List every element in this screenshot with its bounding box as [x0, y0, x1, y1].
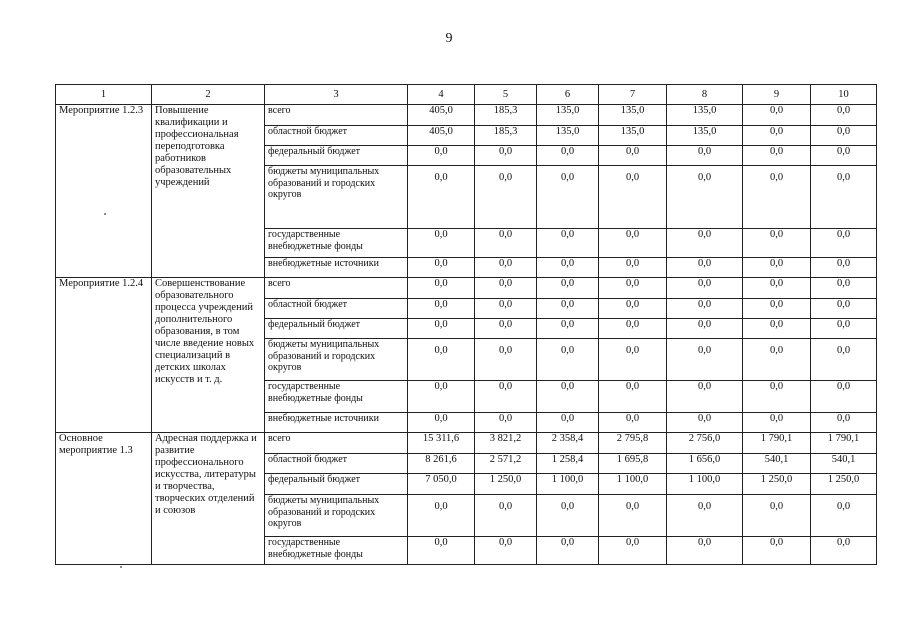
amount-cell: 0,0	[743, 413, 811, 433]
amount-cell: 0,0	[475, 258, 537, 278]
measure-description: Совершенствование образовательного процесса учреждений дополнительного образования, в том числе введение новых специализаций в детских школах искусств и т. д.	[152, 278, 265, 433]
amount-cell: 8 261,6	[408, 454, 475, 474]
amount-cell: 0,0	[743, 319, 811, 339]
amount-cell: 2 571,2	[475, 454, 537, 474]
measure-description: Повышение квалификации и профессиональная переподготовка работников образовательных учреждений	[152, 105, 265, 278]
funding-source: федеральный бюджет	[265, 146, 408, 166]
amount-cell: 0,0	[599, 299, 667, 319]
column-header-1: 1	[56, 85, 152, 105]
budget-table	[55, 84, 877, 565]
column-header-10: 10	[811, 85, 877, 105]
amount-cell: 2 756,0	[667, 433, 743, 454]
amount-cell: 15 311,6	[408, 433, 475, 454]
amount-cell: 0,0	[537, 381, 599, 413]
amount-cell: 0,0	[599, 319, 667, 339]
column-header-5: 5	[475, 85, 537, 105]
amount-cell: 0,0	[743, 299, 811, 319]
amount-cell: 0,0	[667, 381, 743, 413]
amount-cell: 0,0	[599, 537, 667, 565]
amount-cell: 0,0	[537, 229, 599, 258]
amount-cell: 135,0	[667, 126, 743, 146]
amount-cell: 0,0	[537, 495, 599, 537]
amount-cell: 0,0	[743, 126, 811, 146]
amount-cell: 0,0	[743, 146, 811, 166]
table-row	[56, 278, 877, 299]
amount-cell: 0,0	[537, 319, 599, 339]
amount-cell: 0,0	[475, 319, 537, 339]
funding-source: областной бюджет	[265, 299, 408, 319]
amount-cell: 135,0	[667, 105, 743, 126]
funding-source: всего	[265, 105, 408, 126]
amount-cell: 0,0	[537, 299, 599, 319]
amount-cell: 0,0	[537, 278, 599, 299]
amount-cell: 0,0	[599, 229, 667, 258]
amount-cell: 0,0	[408, 299, 475, 319]
amount-cell: 0,0	[408, 339, 475, 381]
amount-cell: 0,0	[667, 258, 743, 278]
amount-cell: 540,1	[743, 454, 811, 474]
amount-cell: 0,0	[408, 278, 475, 299]
amount-cell: 1 250,0	[743, 474, 811, 495]
amount-cell: 0,0	[743, 381, 811, 413]
amount-cell: 0,0	[599, 278, 667, 299]
amount-cell: 0,0	[667, 413, 743, 433]
column-header-3: 3	[265, 85, 408, 105]
amount-cell: 0,0	[475, 229, 537, 258]
amount-cell: 0,0	[743, 537, 811, 565]
amount-cell: 1 100,0	[667, 474, 743, 495]
amount-cell: 0,0	[667, 319, 743, 339]
amount-cell: 0,0	[811, 339, 877, 381]
amount-cell: 0,0	[811, 319, 877, 339]
amount-cell: 0,0	[743, 229, 811, 258]
funding-source: государственные внебюджетные фонды	[265, 381, 408, 413]
amount-cell: 0,0	[667, 299, 743, 319]
measure-description: Адресная поддержка и развитие профессионального искусства, литературы и творчества, творческих отделений и союзов	[152, 433, 265, 565]
column-header-4: 4	[408, 85, 475, 105]
measure-name: Мероприятие 1.2.3	[56, 105, 152, 278]
amount-cell: 0,0	[408, 537, 475, 565]
amount-cell: 0,0	[408, 229, 475, 258]
amount-cell: 0,0	[743, 105, 811, 126]
amount-cell: 0,0	[667, 146, 743, 166]
amount-cell: 0,0	[408, 166, 475, 229]
amount-cell: 0,0	[475, 381, 537, 413]
amount-cell: 0,0	[811, 126, 877, 146]
amount-cell: 1 100,0	[537, 474, 599, 495]
amount-cell: 0,0	[599, 166, 667, 229]
amount-cell: 0,0	[475, 278, 537, 299]
table-row	[56, 105, 877, 126]
amount-cell: 3 821,2	[475, 433, 537, 454]
amount-cell: 0,0	[811, 537, 877, 565]
column-header-2: 2	[152, 85, 265, 105]
amount-cell: 0,0	[408, 413, 475, 433]
funding-source: государственные внебюджетные фонды	[265, 229, 408, 258]
amount-cell: 0,0	[599, 413, 667, 433]
amount-cell: 0,0	[537, 146, 599, 166]
funding-source: федеральный бюджет	[265, 474, 408, 495]
funding-source: бюджеты муниципальных образований и городских округов	[265, 495, 408, 537]
page-number: 9	[445, 31, 453, 46]
amount-cell: 0,0	[599, 146, 667, 166]
funding-source: федеральный бюджет	[265, 319, 408, 339]
funding-source: областной бюджет	[265, 454, 408, 474]
amount-cell: 0,0	[667, 495, 743, 537]
amount-cell: 0,0	[811, 105, 877, 126]
amount-cell: 0,0	[599, 495, 667, 537]
amount-cell: 405,0	[408, 126, 475, 146]
funding-source: государственные внебюджетные фонды	[265, 537, 408, 565]
funding-source: внебюджетные источники	[265, 258, 408, 278]
funding-source: бюджеты муниципальных образований и городских округов	[265, 339, 408, 381]
amount-cell: 0,0	[811, 146, 877, 166]
amount-cell: 0,0	[743, 278, 811, 299]
funding-source: бюджеты муниципальных образований и городских округов	[265, 166, 408, 229]
amount-cell: 0,0	[667, 166, 743, 229]
amount-cell: 0,0	[408, 146, 475, 166]
amount-cell: 0,0	[811, 258, 877, 278]
amount-cell: 1 790,1	[743, 433, 811, 454]
amount-cell: 0,0	[811, 229, 877, 258]
column-header-6: 6	[537, 85, 599, 105]
amount-cell: 0,0	[743, 495, 811, 537]
funding-source: всего	[265, 278, 408, 299]
amount-cell: 0,0	[811, 381, 877, 413]
column-header-7: 7	[599, 85, 667, 105]
amount-cell: 1 695,8	[599, 454, 667, 474]
amount-cell: 2 795,8	[599, 433, 667, 454]
amount-cell: 135,0	[537, 105, 599, 126]
amount-cell: 0,0	[667, 278, 743, 299]
amount-cell: 1 100,0	[599, 474, 667, 495]
amount-cell: 1 790,1	[811, 433, 877, 454]
amount-cell: 0,0	[408, 319, 475, 339]
amount-cell: 0,0	[475, 299, 537, 319]
amount-cell: 0,0	[408, 495, 475, 537]
amount-cell: 185,3	[475, 126, 537, 146]
amount-cell: 0,0	[537, 258, 599, 278]
amount-cell: 0,0	[599, 258, 667, 278]
amount-cell: 0,0	[475, 413, 537, 433]
table-row	[56, 433, 877, 454]
measure-name: Мероприятие 1.2.4	[56, 278, 152, 433]
header-row	[56, 85, 877, 105]
amount-cell: 1 250,0	[811, 474, 877, 495]
measure-name: Основное мероприятие 1.3	[56, 433, 152, 565]
table-body	[56, 105, 877, 565]
amount-cell: 0,0	[599, 381, 667, 413]
amount-cell: 0,0	[475, 146, 537, 166]
amount-cell: 1 656,0	[667, 454, 743, 474]
amount-cell: 0,0	[811, 166, 877, 229]
amount-cell: 0,0	[811, 413, 877, 433]
amount-cell: 540,1	[811, 454, 877, 474]
column-header-8: 8	[667, 85, 743, 105]
amount-cell: 0,0	[537, 166, 599, 229]
amount-cell: 0,0	[599, 339, 667, 381]
amount-cell: 135,0	[599, 105, 667, 126]
amount-cell: 0,0	[743, 258, 811, 278]
amount-cell: 0,0	[537, 413, 599, 433]
amount-cell: 0,0	[475, 339, 537, 381]
amount-cell: 0,0	[743, 166, 811, 229]
amount-cell: 0,0	[811, 299, 877, 319]
amount-cell: 0,0	[408, 258, 475, 278]
amount-cell: 2 358,4	[537, 433, 599, 454]
amount-cell: 0,0	[667, 229, 743, 258]
amount-cell: 0,0	[537, 537, 599, 565]
amount-cell: 135,0	[537, 126, 599, 146]
amount-cell: 0,0	[475, 537, 537, 565]
amount-cell: 0,0	[811, 278, 877, 299]
column-header-9: 9	[743, 85, 811, 105]
amount-cell: 0,0	[408, 381, 475, 413]
amount-cell: 0,0	[743, 339, 811, 381]
scan-speck	[104, 213, 106, 215]
amount-cell: 1 258,4	[537, 454, 599, 474]
amount-cell: 7 050,0	[408, 474, 475, 495]
amount-cell: 0,0	[667, 339, 743, 381]
amount-cell: 405,0	[408, 105, 475, 126]
amount-cell: 1 250,0	[475, 474, 537, 495]
funding-source: всего	[265, 433, 408, 454]
amount-cell: 0,0	[811, 495, 877, 537]
amount-cell: 185,3	[475, 105, 537, 126]
funding-source: внебюджетные источники	[265, 413, 408, 433]
scan-speck	[120, 566, 122, 568]
amount-cell: 0,0	[475, 166, 537, 229]
amount-cell: 135,0	[599, 126, 667, 146]
funding-source: областной бюджет	[265, 126, 408, 146]
amount-cell: 0,0	[475, 495, 537, 537]
amount-cell: 0,0	[667, 537, 743, 565]
amount-cell: 0,0	[537, 339, 599, 381]
